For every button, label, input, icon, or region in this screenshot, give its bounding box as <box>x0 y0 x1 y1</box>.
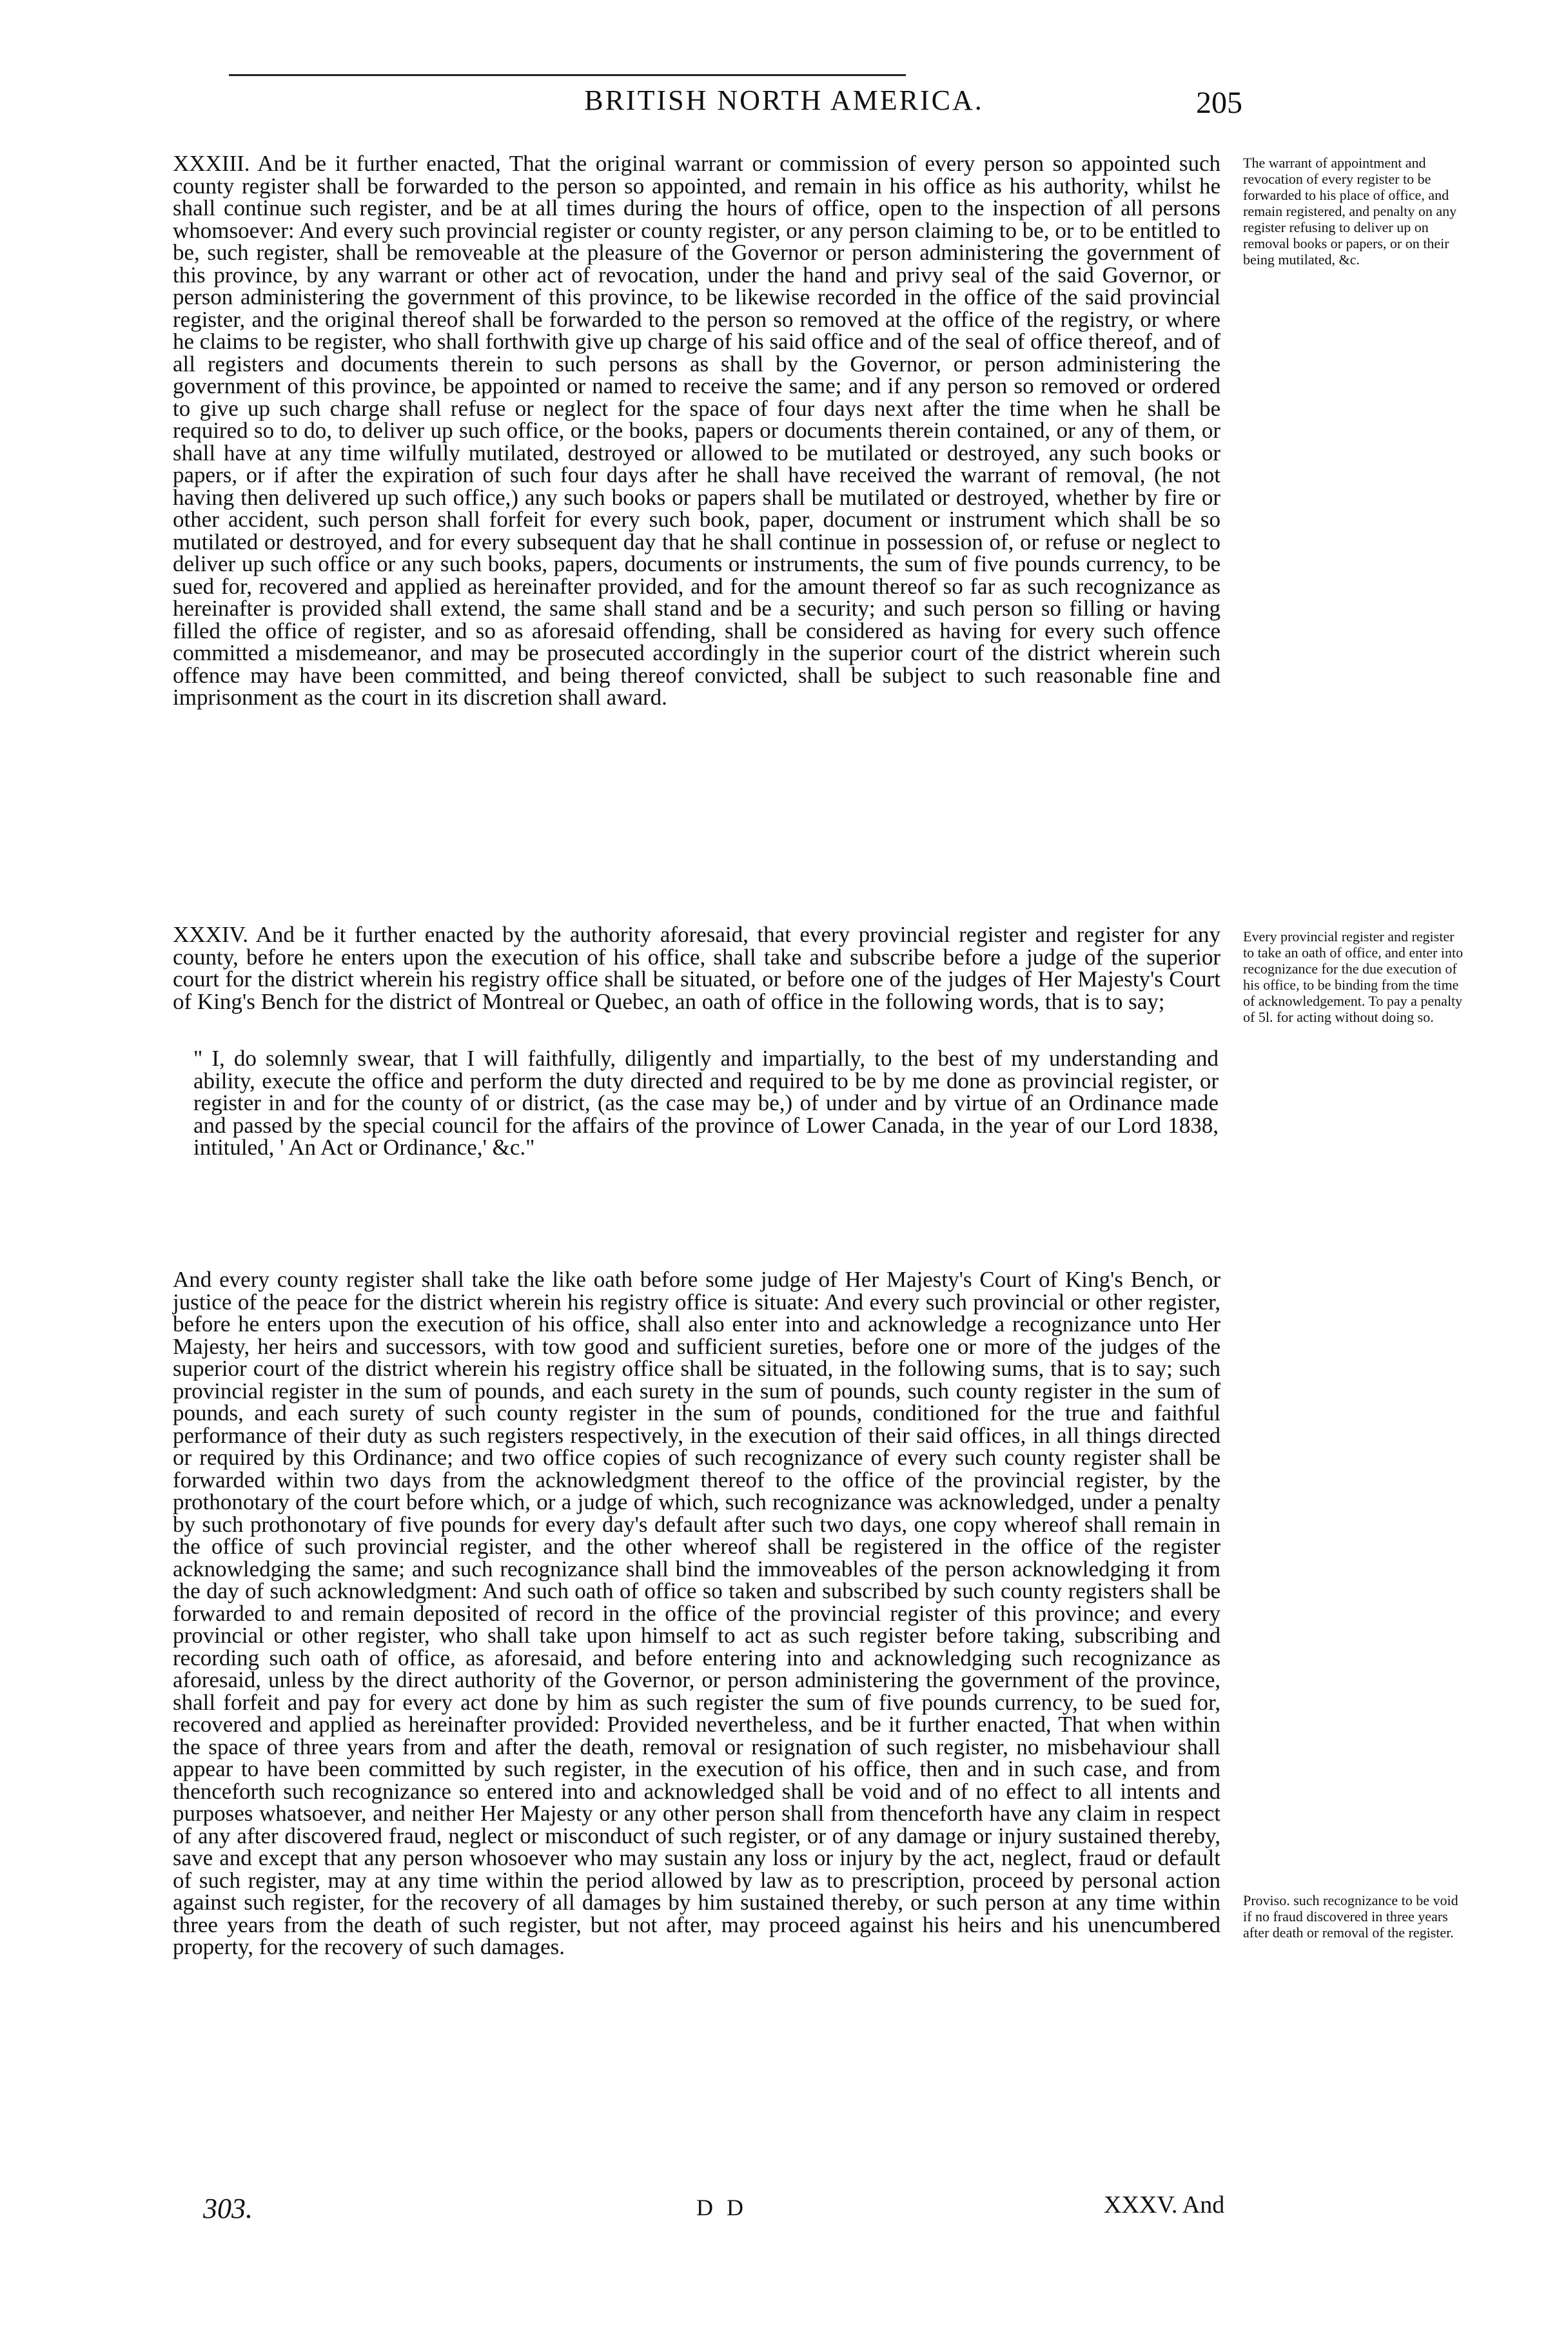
header-rule <box>229 74 906 76</box>
footer-folio: 303. <box>203 2193 253 2224</box>
margin-note-xxxiv: Every provincial register and register to take an oath of office, and enter into recognizance for the due execution of his office, to be binding from the time of acknowledgement. To pay a penalty of 5l. for acting without doing so. <box>1243 928 1464 1025</box>
page-number: 205 <box>1196 86 1242 120</box>
section-xxxiii <box>173 153 1220 709</box>
margin-note-proviso: Proviso. such recognizance to be void if no fraud discovered in three years after death or removal of the register. <box>1243 1892 1458 1941</box>
running-title: BRITISH NORTH AMERICA. <box>584 84 984 116</box>
section-xxxiv-continued-text: And every county register shall take the like oath before some judge of Her Majesty's Court of King's Bench, or justice of the peace for the district wherein his registry office is situate: And every such provincial or other register, before he enters upon the execution of his office, shall also enter into and acknowledge a recognizance unto Her Majesty, her heirs and successors, with tow good and sufficient sureties, before one or more of the judges of the superior court of the district wherein his registry office shall be situated, in the following sums, that is to say; such provincial register in the sum of pounds, and each surety in the sum of pounds, such county register in the sum of pounds, and each surety of such county register in the sum of pounds, conditioned for the true and faithful performance of their duty as such registers respectively, in the execution of their said offices, in all things directed or required by this Ordinance; and two office copies of such recognizance of every such county register shall be forwarded within two days from the acknowledgment thereof to the office of the provincial register, by the prothonotary of the court before which, or a judge of which, such recognizance was acknowledged, under a penalty by such prothonotary of five pounds for every day's default after such two days, one copy whereof shall remain in the office of such provincial register, and the other whereof shall be registered in the office of the register acknowledging the same; and such recognizance shall bind the immoveables of the person acknowledging it from the day of such acknowledgment: And such oath of office so taken and subscribed by such county registers shall be forwarded to and remain deposited of record in the office of the provincial register of this province; and every provincial or other register, who shall take upon himself to act as such register before taking, subscribing and recording such oath of office, as aforesaid, and before entering into and acknowledging such recognizance as aforesaid, unless by the direct authority of the Governor, or person administering the government of the province, shall forfeit and pay for every act done by him as such register the sum of five pounds currency, to be sued for, recovered and applied as hereinafter provided: Provided nevertheless, and be it further enacted, That when within the space of three years from and after the death, removal or resignation of such register, no misbehaviour shall appear to have been committed by such register, in the execution of his office, then and in such case, and from thenceforth such recognizance so entered into and acknowledged shall be void and of no effect to all intents and purposes whatsoever, and neither Her Majesty or any other person shall from thenceforth have any claim in respect of any after discovered fraud, neglect or misconduct of such register, or of any damage or injury sustained thereby, save and except that any person whosoever who may sustain any loss or injury by the act, neglect, fraud or default of such register, may at any time within the period allowed by law as to prescription, proceed by personal action against such register, for the recovery of all damages by him sustained thereby, or such person at any time within three years from the death of such register, but not after, may proceed against his heirs and his unencumbered property, for the recovery of such damages. <box>173 1267 1220 1959</box>
section-xxxiv-text: XXXIV. And be it further enacted by the authority aforesaid, that every provincial register and register for any county, before he enters upon the execution of his office, shall take and subscribe before a judge of the superior court for the district wherein his registry office shall be situated, or before one of the judges of Her Majesty's Court of King's Bench for the district of Montreal or Quebec, an oath of office in the following words, that is to say; <box>173 922 1220 1014</box>
oath-text: " I, do solemnly swear, that I will faithfully, diligently and impartially, to the best of my understanding and ability, execute the office and perform the duty directed and required to be by me done as provincial register, or register in and for the county of or district, (as the case may be,) of under and by virtue of an Ordinance made and passed by the special council for the affairs of the province of Lower Canada, in the year of our Lord 1838, intituled, ' An Act or Ordinance,' &c." <box>193 1046 1219 1160</box>
section-xxxiii-text: XXXIII. And be it further enacted, That the original warrant or commission of every person so appointed such county register shall be forwarded to the person so appointed, and remain in his office as his authority, whilst he shall continue such register, and be at all times during the hours of office, open to the inspection of all persons whomsoever: And every such provincial register or county register, or any person claiming to be, or to be entitled to be, such register, shall be removeable at the pleasure of the Governor or person administering the government of this province, by any warrant or other act of revocation, under the hand and privy seal of the said Governor, or person administering the government of this province, to be likewise recorded in the office of the said provincial register, and the original thereof shall be forwarded to the person so removed at the office of the registry, or where he claims to be register, who shall forthwith give up charge of his said office and of the seal of office thereof, and of all registers and documents therein to such persons as shall by the Governor, or person administering the government of this province, be appointed or named to receive the same; and if any person so removed or ordered to give up such charge shall refuse or neglect for the space of four days next after the time when he shall be required so to do, to deliver up such office, or the books, papers or documents therein contained, or any of them, or shall have at any time wilfully mutilated, destroyed or allowed to be mutilated or destroyed, any such books or papers, or if after the expiration of such four days after he shall have received the warrant of removal, (he not having then delivered up such office,) any such books or papers shall be mutilated or destroyed, whether by fire or other accident, such person shall forfeit for every such book, paper, document or instrument which shall be so mutilated or destroyed, and for every subsequent day that he shall continue in possession of, or refuse or neglect to deliver up such office or any such books, papers, documents or instruments, the sum of five pounds currency, to be sued for, recovered and applied as hereinafter provided, and for the amount thereof so far as such recognizance as hereinafter is provided shall extend, the same shall stand and be a security; and such person so filling or having filled the office of register, and so as aforesaid offending, shall be considered as having for every such offence committed a misdemeanor, and may be prosecuted accordingly in the superior court of the district wherein such offence may have been committed, and being thereof convicted, shall be subject to such reasonable fine and imprisonment as the court in its discretion shall award. <box>173 151 1220 710</box>
section-xxxiv-continued <box>173 1269 1220 1959</box>
section-xxxiv <box>173 924 1220 1013</box>
margin-note-xxxiii: The warrant of appointment and revocation of every register to be forwarded to his place of office, and remain registered, and penalty on any register refusing to deliver up on removal books or papers, or on their being mutilated, &c. <box>1243 155 1457 268</box>
signature-mark: D D <box>696 2195 747 2220</box>
catchword: XXXV. And <box>1104 2191 1225 2218</box>
